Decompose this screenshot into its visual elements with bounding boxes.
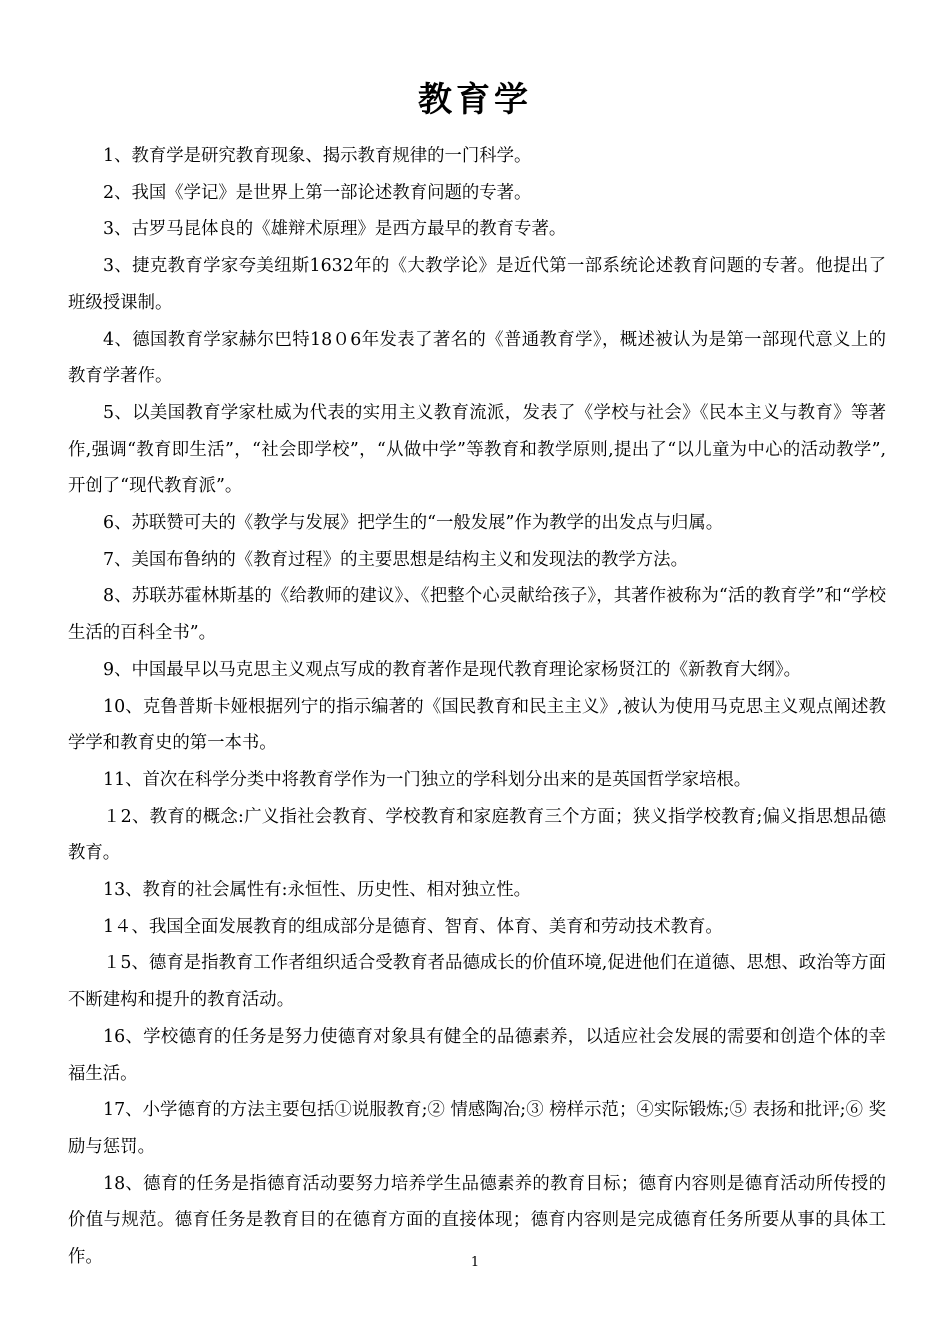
paragraph: 3、古罗马昆体良的《雄辩术原理》是西方最早的教育专著。: [103, 219, 567, 240]
document-body: [68, 138, 886, 1276]
paragraph: 1、教育学是研究教育现象、揭示教育规律的一门科学。: [103, 146, 532, 166]
paragraph: 5、以美国教育学家杜威为代表的实用主义教育流派，发表了《学校与社会》《民本主义与教育》等著作,强调“教育即生活”，“社会即学校”，“从做中学”等教育和教学原则,提出了“以儿童为中心的活动教学”,开创了“现代教育派”。: [68, 402, 886, 497]
paragraph: 8、苏联苏霍林斯基的《给教师的建议》、《把整个心灵献给孩子》，其著作被称为“活的教育学”和“学校生活的百科全书”。: [68, 586, 886, 644]
paragraph: 11、首次在科学分类中将教育学作为一门独立的学科划分出来的是英国哲学家培根。: [103, 769, 752, 790]
page-number: 1: [470, 1255, 480, 1270]
paragraph: １5、德育是指教育工作者组织适合受教育者品德成长的价值环境,促进他们在道德、思想、政治等方面不断建构和提升的教育活动。: [68, 953, 886, 1011]
paragraph: 10、克鲁普斯卡娅根据列宁的指示编著的《国民教育和民主主义》,被认为使用马克思主义观点阐述教学学和教育史的第一本书。: [68, 696, 886, 754]
paragraph: １2、教育的概念:广义指社会教育、学校教育和家庭教育三个方面；狭义指学校教育;偏义指思想品德教育。: [68, 806, 886, 864]
paragraph: 1４、我国全面发展教育的组成部分是德育、智育、体育、美育和劳动技术教育。: [103, 916, 723, 937]
paragraph: 9、中国最早以马克思主义观点写成的教育著作是现代教育理论家杨贤江的《新教育大纲》。: [103, 659, 801, 680]
paragraph: 13、教育的社会属性有:永恒性、历史性、相对独立性。: [103, 880, 531, 901]
paragraph: 17、小学德育的方法主要包括①说服教育;② 情感陶冶;③ 榜样示范；④实际锻炼;⑤ 表扬和批评;⑥ 奖励与惩罚。: [68, 1100, 886, 1157]
paragraph: 6、苏联赞可夫的《教学与发展》把学生的“一般发展”作为教学的出发点与归属。: [103, 513, 724, 534]
paragraph: 16、学校德育的任务是努力使德育对象具有健全的品德素养，以适应社会发展的需要和创造个体的幸福生活。: [68, 1026, 886, 1084]
paragraph: 7、美国布鲁纳的《教育过程》的主要思想是结构主义和发现法的教学方法。: [103, 549, 688, 570]
paragraph: 18、德育的任务是指德育活动要努力培养学生品德素养的教育目标；德育内容则是德育活动所传授的价值与规范。德育任务是教育目的在德育方面的直接体现；德育内容则是完成德育任务所要从事的具体工作。: [68, 1173, 886, 1268]
paragraph: 3、捷克教育学家夸美纽斯1632年的《大教学论》是近代第一部系统论述教育问题的专著。他提出了班级授课制。: [68, 256, 886, 313]
document-title: 教育学: [418, 80, 532, 120]
paragraph: 4、德国教育学家赫尔巴特18０6年发表了著名的《普通教育学》，概述被认为是第一部现代意义上的教育学著作。: [68, 329, 886, 387]
paragraph: 2、我国《学记》是世界上第一部论述教育问题的专著。: [103, 182, 532, 203]
